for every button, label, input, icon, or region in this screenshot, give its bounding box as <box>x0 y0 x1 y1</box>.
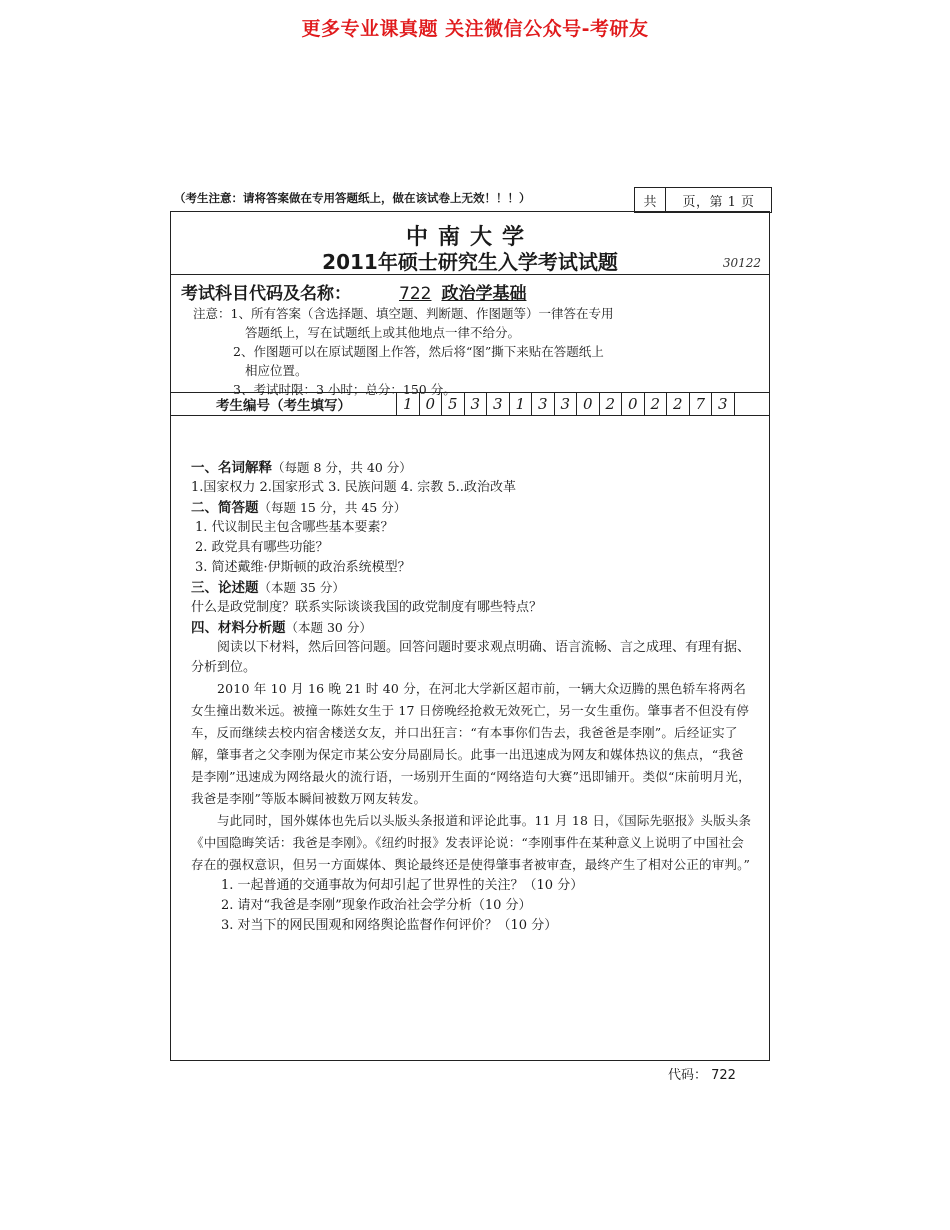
subject-name: 政治学基础 <box>441 284 527 304</box>
subject-line <box>181 279 526 304</box>
page-count-box <box>634 187 772 213</box>
exam-instructions <box>193 304 613 399</box>
section-heading <box>191 578 756 598</box>
page-number-label: 页，第 1 页 <box>682 194 755 210</box>
id-digit: 1 <box>510 393 533 415</box>
paper-code: 30122 <box>722 256 761 270</box>
university-name: 中南大学 <box>405 225 534 250</box>
instruction-1a: 注意：1、所有答案（含选择题、填空题、判断题、作图题等）一律答在专用 <box>193 306 614 321</box>
id-digit: 2 <box>600 393 623 415</box>
id-digit: 2 <box>645 393 668 415</box>
id-digit: 3 <box>465 393 488 415</box>
section-heading <box>191 618 756 638</box>
id-digit: 3 <box>532 393 555 415</box>
candidate-id-row <box>171 392 769 416</box>
header-divider <box>171 274 769 275</box>
question: 3. 简述戴维·伊斯顿的政治系统模型？ <box>195 560 411 575</box>
instruction-3: 3、考试时限：3 小时；总分：150 分。 <box>233 382 456 397</box>
sub-question: 1. 一起普通的交通事故为何却引起了世界性的关注？（10 分） <box>221 878 584 893</box>
id-digit: 0 <box>420 393 443 415</box>
section-3-points: （本题 35 分） <box>258 580 345 595</box>
id-digit: 7 <box>690 393 713 415</box>
candidate-id-digits <box>396 393 735 415</box>
promo-banner: 更多专业课真题 关注微信公众号-考研友 <box>301 18 649 40</box>
section-1-points: （每题 8 分，共 40 分） <box>272 460 412 475</box>
id-digit: 3 <box>712 393 735 415</box>
id-digit: 1 <box>397 393 420 415</box>
exam-notice: （考生注意：请将答案做在专用答题纸上，做在该试卷上无效！！！） <box>174 191 531 205</box>
question: 1. 代议制民主包含哪些基本要素？ <box>195 520 394 535</box>
section-1-title: 一、名词解释 <box>191 460 272 476</box>
instruction-1b: 答题纸上，写在试题纸上或其他地点一律不给分。 <box>245 325 521 340</box>
subject-label: 考试科目代码及名称： <box>181 284 351 304</box>
section-2-title: 二、简答题 <box>191 500 259 516</box>
sub-question: 3. 对当下的网民围观和网络舆论监督作何评价？（10 分） <box>221 918 558 933</box>
instruction-2b: 相应位置。 <box>245 363 308 378</box>
section-4-title: 四、材料分析题 <box>191 620 286 636</box>
id-digit: 0 <box>577 393 600 415</box>
id-digit: 3 <box>555 393 578 415</box>
candidate-id-label: 考生编号（考生填写） <box>216 398 351 414</box>
exam-paper-frame <box>170 211 770 1061</box>
sub-question: 2. 请对“我爸是李刚”现象作政治社会学分析（10 分） <box>221 898 532 913</box>
id-digit: 2 <box>667 393 690 415</box>
material-intro: 阅读以下材料，然后回答问题。回答问题时要求观点明确、语言流畅、言之成理、有理有据、分析到位。 <box>191 640 751 675</box>
exam-title: 2011年硕士研究生入学考试试题 <box>322 250 618 274</box>
id-digit: 3 <box>487 393 510 415</box>
footer-code: 代码： 722 <box>668 1068 736 1083</box>
section-2-points: （每题 15 分，共 45 分） <box>258 500 407 515</box>
material-paragraph: 2010 年 10 月 16 晚 21 时 40 分，在河北大学新区超市前，一辆大众迈腾的黑色轿车将两名女生撞出数米远。被撞一陈姓女生于 17 日傍晚经抢救无效死亡，另一女生重伤。肇事者不但没有停车，反而继续去校内宿舍楼送女友，并口出狂言：“有本事你们告去，我爸爸是李刚”。后经证实了解，肇事者之父李刚为保定市某公安分局副局长。此事一出迅速成为网友和媒体热议的焦点，“我爸是李刚”迅速成为网络最火的流行语，一场别开生面的“网络造句大赛”迅即铺开。类似“床前明月光，我爸是李刚”等版本瞬间被数万网友转发。 <box>191 681 751 806</box>
section-1-items: 1.国家权力 2.国家形式 3. 民族问题 4. 宗教 5..政治改革 <box>191 480 516 495</box>
instruction-2a: 2、作图题可以在原试题图上作答，然后将“图”撕下来贴在答题纸上 <box>233 344 604 359</box>
subject-code: 722 <box>399 284 432 304</box>
section-3-title: 三、论述题 <box>191 580 259 596</box>
question: 2. 政党具有哪些功能？ <box>195 540 329 555</box>
exam-questions <box>191 458 756 936</box>
id-digit: 5 <box>442 393 465 415</box>
page-total-label: 共 <box>635 188 666 212</box>
material-paragraph: 与此同时，国外媒体也先后以头版头条报道和评论此事。11 月 18 日，《国际先驱报》头版头条《中国隐晦笑话：我爸是李刚》。《纽约时报》发表评论说：“李刚事件在某种意义上说明了中国社会存在的强权意识，但另一方面媒体、舆论最终还是使得肇事者被审查，最终产生了相对公正的审判。” <box>191 813 752 872</box>
section-heading <box>191 498 756 518</box>
question: 什么是政党制度？联系实际谈谈我国的政党制度有哪些特点？ <box>191 600 543 615</box>
section-4-points: （本题 30 分） <box>285 620 372 635</box>
section-heading <box>191 458 756 478</box>
id-digit: 0 <box>622 393 645 415</box>
